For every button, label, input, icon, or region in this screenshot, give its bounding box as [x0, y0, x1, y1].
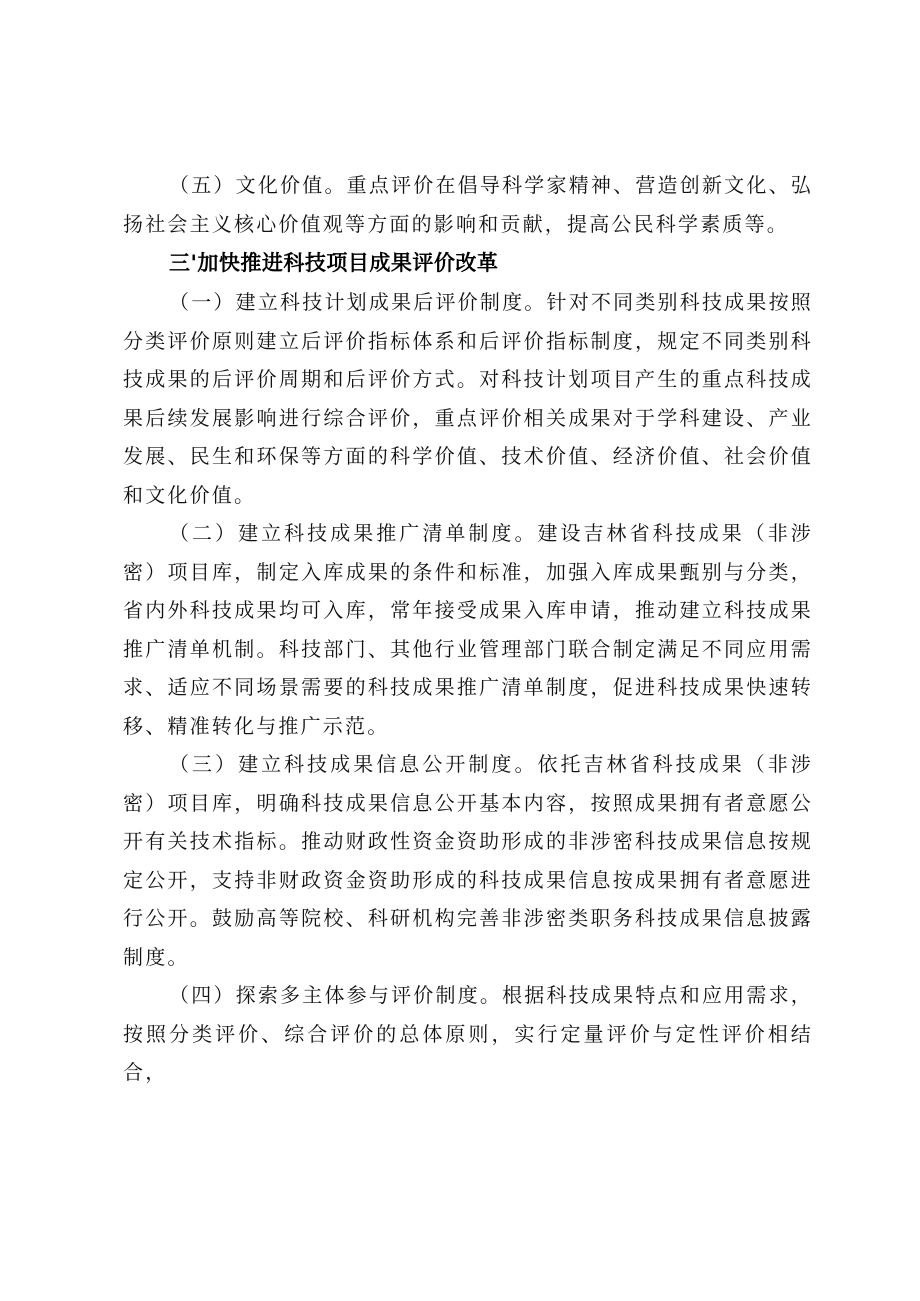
paragraph-multi-party-evaluation: （四）探索多主体参与评价制度。根据科技成果特点和应用需求，按照分类评价、综合评价的总体原则，实行定量评价与定性评价相结合，	[123, 983, 813, 1084]
paragraph-cultural-value: （五）文化价值。重点评价在倡导科学家精神、营造创新文化、弘扬社会主义核心价值观等方面的影响和贡献，提高公民科学素质等。	[123, 173, 813, 236]
section-heading-3: 三'加快推进科技项目成果评价改革	[169, 251, 499, 275]
paragraph-post-evaluation: （一）建立科技计划成果后评价制度。针对不同类别科技成果按照分类评价原则建立后评价指标体系和后评价指标制度，规定不同类别科技成果的后评价周期和后评价方式。对科技计划项目产生的重点科技成果后续发展影响进行综合评价，重点评价相关成果对于学科建设、产业发展、民生和环保等方面的科学价值、技术价值、经济价值、社会价值和文化价值。	[123, 290, 813, 507]
paragraph-info-disclosure: （三）建立科技成果信息公开制度。依托吉林省科技成果（非涉密）项目库，明确科技成果信息公开基本内容，按照成果拥有者意愿公开有关技术指标。推动财政性资金资助形成的非涉密科技成果信息按规定公开，支持非财政资金资助形成的科技成果信息按成果拥有者意愿进行公开。鼓励高等院校、科研机构完善非涉密类职务科技成果信息披露制度。	[123, 752, 813, 969]
document-body	[123, 166, 813, 1092]
paragraph-promotion-list: （二）建立科技成果推广清单制度。建设吉林省科技成果（非涉密）项目库，制定入库成果的条件和标准，加强入库成果甄别与分类，省内外科技成果均可入库，常年接受成果入库申请，推动建立科技成果推广清单机制。科技部门、其他行业管理部门联合制定满足不同应用需求、适应不同场景需要的科技成果推广清单制度，促进科技成果快速转移、精准转化与推广示范。	[123, 521, 813, 738]
